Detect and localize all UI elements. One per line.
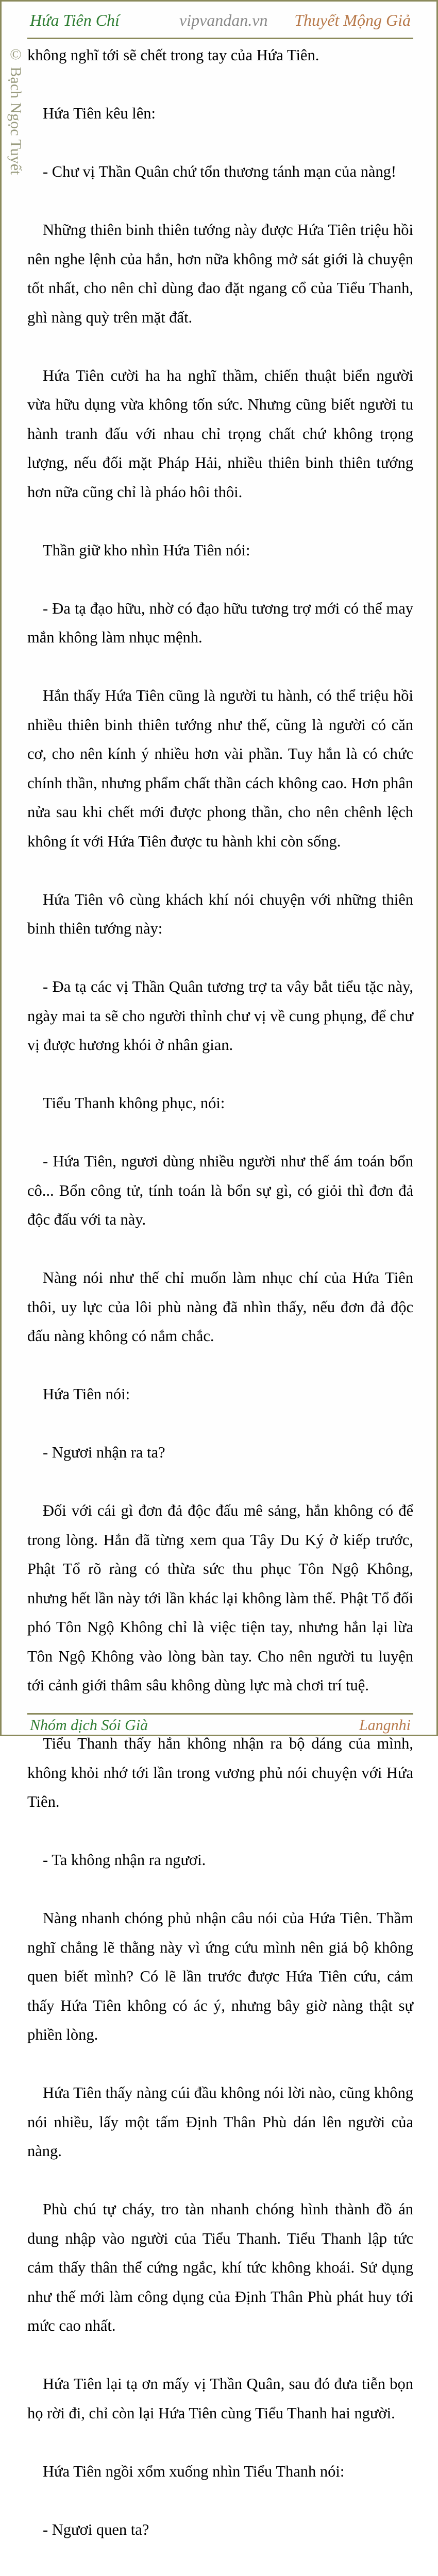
paragraph: Hứa Tiên ngồi xổm xuống nhìn Tiểu Thanh nói:: [27, 2457, 413, 2486]
paragraph: - Ta không nhận ra ngươi.: [27, 1845, 413, 1875]
paragraph: Hứa Tiên thấy nàng cúi đầu không nói lời nào, cũng không nói nhiều, lấy một tấm Định Thân Phù dán lên người của nàng.: [27, 2078, 413, 2166]
paragraph: Nàng nói như thế chỉ muốn làm nhục chí của Hứa Tiên thôi, uy lực của lôi phù nàng đã nhìn thấy, nếu đơn đả độc đấu nàng không có nắm chắc.: [27, 1263, 413, 1351]
paragraph: Nàng nhanh chóng phủ nhận câu nói của Hứa Tiên. Thầm nghĩ chẳng lẽ thằng này vì ứng cứu mình nên giả bộ không quen biết mình? Có lẽ lần trước được Hứa Tiên cứu, cảm thấy Hứa Tiên không có ác ý, nhưng bây giờ nàng thật sự phiền lòng.: [27, 1904, 413, 2049]
chapter-content: [27, 41, 413, 2576]
site-name: vipvandan.vn: [179, 11, 268, 30]
paragraph: Hắn thấy Hứa Tiên cũng là người tu hành, có thể triệu hồi nhiều thiên binh thiên tướng như thế, cũng là người có căn cơ, cho nên kính ý nhiều hơn vài phần. Tuy hắn là có chức chính thần, nhưng phẩm chất thần cách không cao. Hơn phân nửa sau khi chết mới được phong thần, cho nên chênh lệch không ít với Hứa Tiên được tu hành khi còn sống.: [27, 681, 413, 856]
paragraph: Thần giữ kho nhìn Hứa Tiên nói:: [27, 536, 413, 565]
translator-group: Nhóm dịch Sói Già: [30, 1717, 148, 1734]
paragraph: - Chư vị Thần Quân chứ tổn thương tánh mạn của nàng!: [27, 157, 413, 187]
paragraph: - Ngươi nhận ra ta?: [27, 1438, 413, 1467]
author-name: Thuyết Mộng Giả: [294, 11, 411, 30]
paragraph: Hứa Tiên kêu lên:: [27, 99, 413, 128]
copyright-watermark: © Bạch Ngọc Tuyết: [6, 46, 24, 262]
page-footer: [27, 1713, 413, 1738]
paragraph: Hứa Tiên vô cùng khách khí nói chuyện với những thiên binh thiên tướng này:: [27, 885, 413, 943]
paragraph: Tiểu Thanh thấy hắn không nhận ra bộ dáng của mình, không khỏi nhớ tới lần trong vương phủ nói chuyện với Hứa Tiên.: [27, 1729, 413, 1817]
paragraph: Hứa Tiên lại tạ ơn mấy vị Thần Quân, sau đó đưa tiễn bọn họ rời đi, chỉ còn lại Hứa Tiên cùng Tiểu Thanh hai người.: [27, 2369, 413, 2428]
page-header: [27, 6, 413, 39]
paragraph: Tiểu Thanh không phục, nói:: [27, 1089, 413, 1118]
paragraph: Đối với cái gì đơn đả độc đấu mê sảng, hắn không có để trong lòng. Hắn đã từng xem qua Tây Du Ký ở kiếp trước, Phật Tổ rõ ràng có thừa sức thu phục Tôn Ngộ Không, nhưng hết lần này tới lần khác lại không làm thế. Phật Tổ đối phó Tôn Ngộ Không chỉ là việc tiện tay, nhưng hắn lại lừa Tôn Ngộ Không vào lòng bàn tay. Cho nên người tu luyện tới cảnh giới thâm sâu không dùng lực mà chơi trí tuệ.: [27, 1496, 413, 1700]
paragraph: - Đa tạ các vị Thần Quân tương trợ ta vây bắt tiểu tặc này, ngày mai ta sẽ cho người thỉnh chư vị về cung phụng, để chư vị được hương khói ở nhân gian.: [27, 972, 413, 1060]
paragraph: [27, 2573, 413, 2576]
paragraph: - Đa tạ đạo hữu, nhờ có đạo hữu tương trợ mới có thể may mắn không làm nhục mệnh.: [27, 594, 413, 652]
paragraph: - Hứa Tiên, ngươi dùng nhiều người như thế ám toán bổn cô... Bổn công tử, tính toán là bổn sự gì, có giỏi thì đơn đả độc đấu với ta này.: [27, 1147, 413, 1234]
paragraph: Hứa Tiên nói:: [27, 1380, 413, 1409]
book-title: Hứa Tiên Chí: [30, 11, 120, 30]
paragraph: Những thiên binh thiên tướng này được Hứa Tiên triệu hồi nên nghe lệnh của hắn, hơn nữa không mở sát giới là chuyện tốt nhất, cho nên chỉ dùng đao đặt ngang cổ của Tiểu Thanh, ghì nàng quỳ trên mặt đất.: [27, 215, 413, 332]
paragraph: Hứa Tiên cười ha ha nghĩ thầm, chiến thuật biển người vừa hữu dụng vừa không tốn sức. Nhưng cũng biết người tu hành tranh đấu với nhau chỉ trọng chất chứ không trọng lượng, nếu đối mặt Pháp Hải, nhiều thiên binh thiên tướng hơn nữa cũng chỉ là pháo hôi thôi.: [27, 361, 413, 507]
editor-name: Langnhi: [359, 1717, 411, 1734]
paragraph: Phù chú tự cháy, tro tàn nhanh chóng hình thành đồ án dung nhập vào người của Tiểu Thanh. Tiểu Thanh lập tức cảm thấy thân thể cứng ngắc, khí tức không khoái. Sử dụng như thế mới làm công dụng của Định Thân Phù phát huy tới mức cao nhất.: [27, 2195, 413, 2341]
paragraph: - Ngươi quen ta?: [27, 2515, 413, 2545]
paragraph: không nghĩ tới sẽ chết trong tay của Hứa Tiên.: [27, 41, 413, 70]
